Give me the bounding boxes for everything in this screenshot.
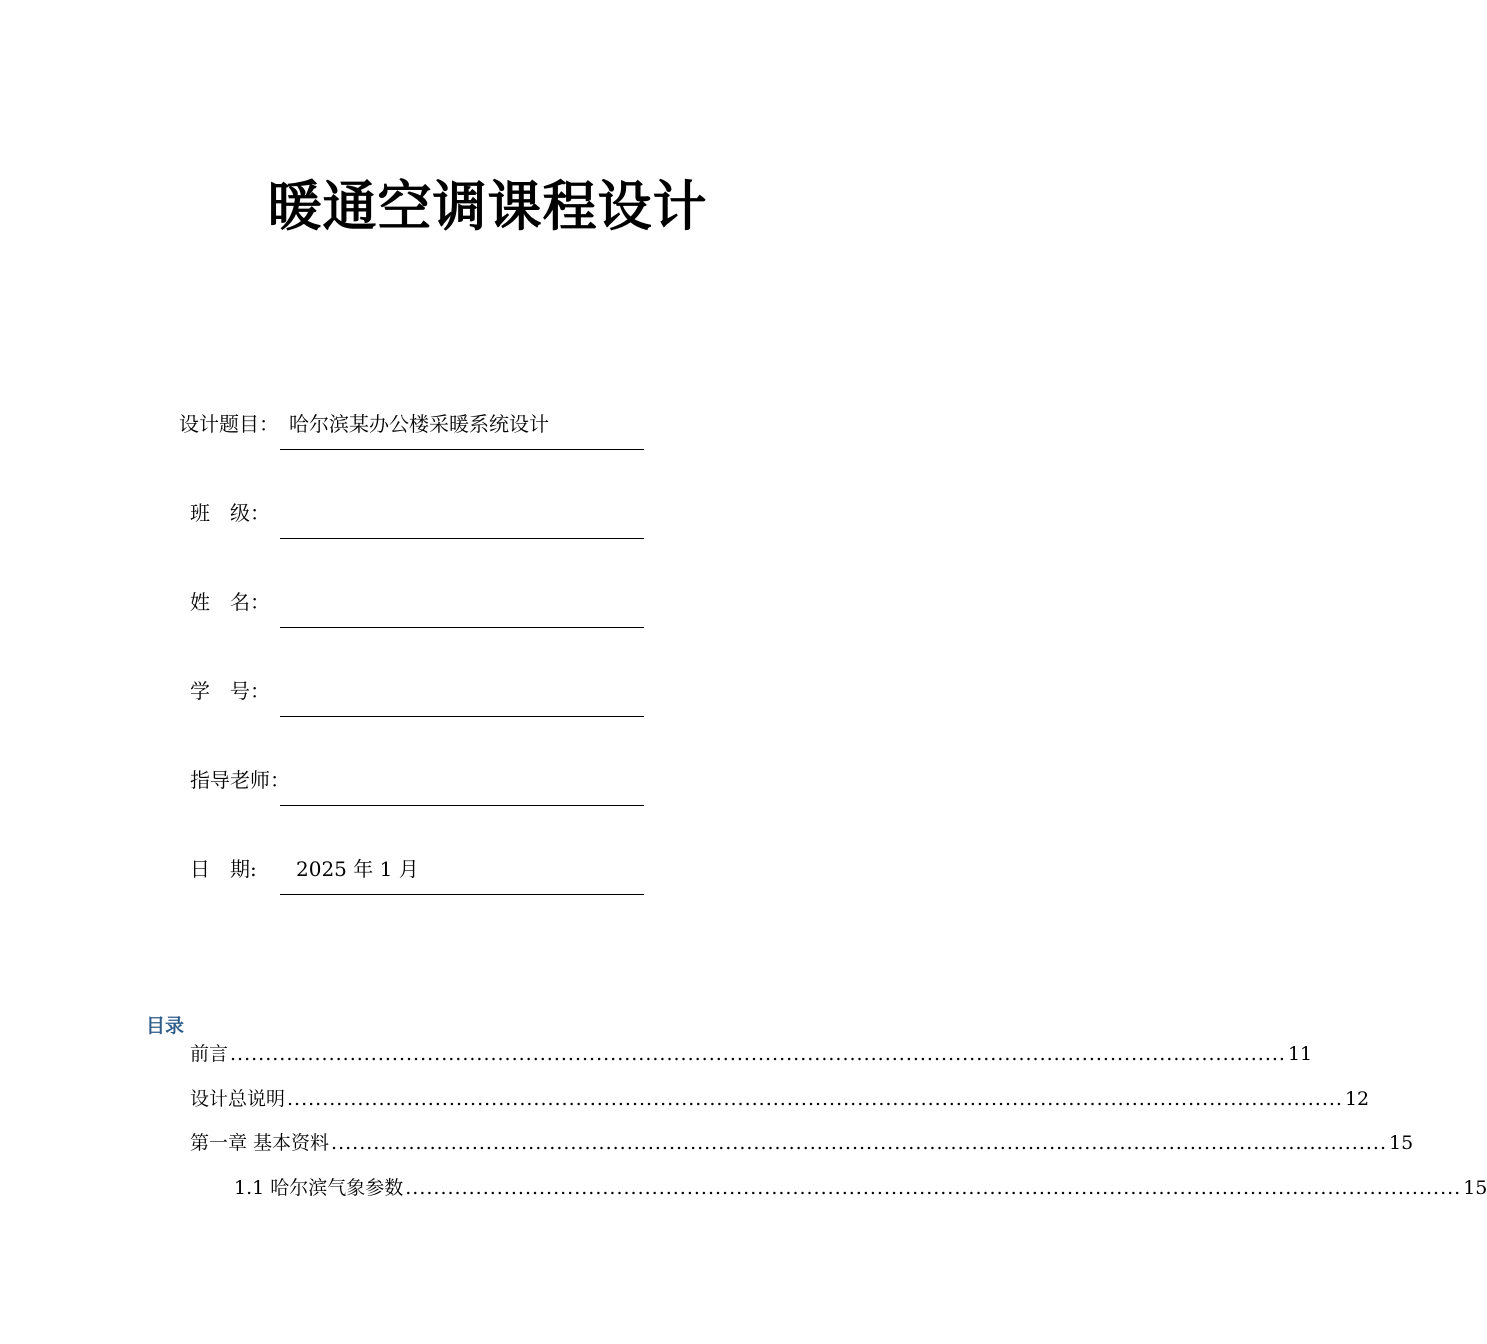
toc-entry-leader: ......................................................................................................................................................: [331, 1132, 1387, 1154]
toc-entry-page: 15: [1388, 1132, 1414, 1154]
toc-entry[interactable]: [234, 1174, 1487, 1202]
date-value: 2025 年 1 月: [296, 857, 419, 881]
toc-entry-leader: ......................................................................................................................................................: [287, 1088, 1343, 1110]
toc-entry-title: 前言: [190, 1043, 229, 1065]
field-design-topic: [0, 410, 950, 470]
field-student-id: [0, 677, 950, 737]
advisor-label: 指导老师：: [190, 768, 290, 792]
design-topic-label: 设计题目：: [179, 412, 279, 436]
toc-entry-leader: ......................................................................................................................................................: [230, 1043, 1286, 1065]
class-underline: [280, 538, 644, 539]
toc-entry-page: 11: [1287, 1043, 1313, 1065]
toc-entry[interactable]: [190, 1085, 1370, 1113]
class-label: 班 级：: [190, 501, 270, 525]
toc-entry-page: 15: [1463, 1177, 1487, 1199]
toc-entry-title: 1.1 哈尔滨气象参数: [234, 1177, 404, 1199]
advisor-underline: [280, 805, 644, 806]
toc-entry[interactable]: [190, 1040, 1313, 1068]
design-topic-underline: [280, 449, 644, 450]
toc-entry-title: 设计总说明: [190, 1088, 286, 1110]
name-underline: [280, 627, 644, 628]
toc-heading: 目录: [146, 1015, 185, 1037]
toc-entry[interactable]: [190, 1129, 1414, 1157]
student-id-underline: [280, 716, 644, 717]
date-underline: [280, 894, 644, 895]
design-topic-value: 哈尔滨某办公楼采暖系统设计: [289, 412, 549, 436]
toc-entry-title: 第一章 基本资料: [190, 1132, 330, 1154]
toc-entry-page: 12: [1344, 1088, 1370, 1110]
field-class: [0, 499, 950, 559]
field-date: [0, 855, 950, 915]
field-name: [0, 588, 950, 648]
date-label: 日 期:: [190, 857, 257, 881]
student-id-label: 学 号：: [190, 679, 270, 703]
toc-entry-leader: ......................................................................................................................................................: [405, 1177, 1462, 1199]
name-label: 姓 名：: [190, 590, 270, 614]
field-advisor: [0, 766, 950, 826]
document-title: 暖通空调课程设计: [267, 175, 708, 238]
